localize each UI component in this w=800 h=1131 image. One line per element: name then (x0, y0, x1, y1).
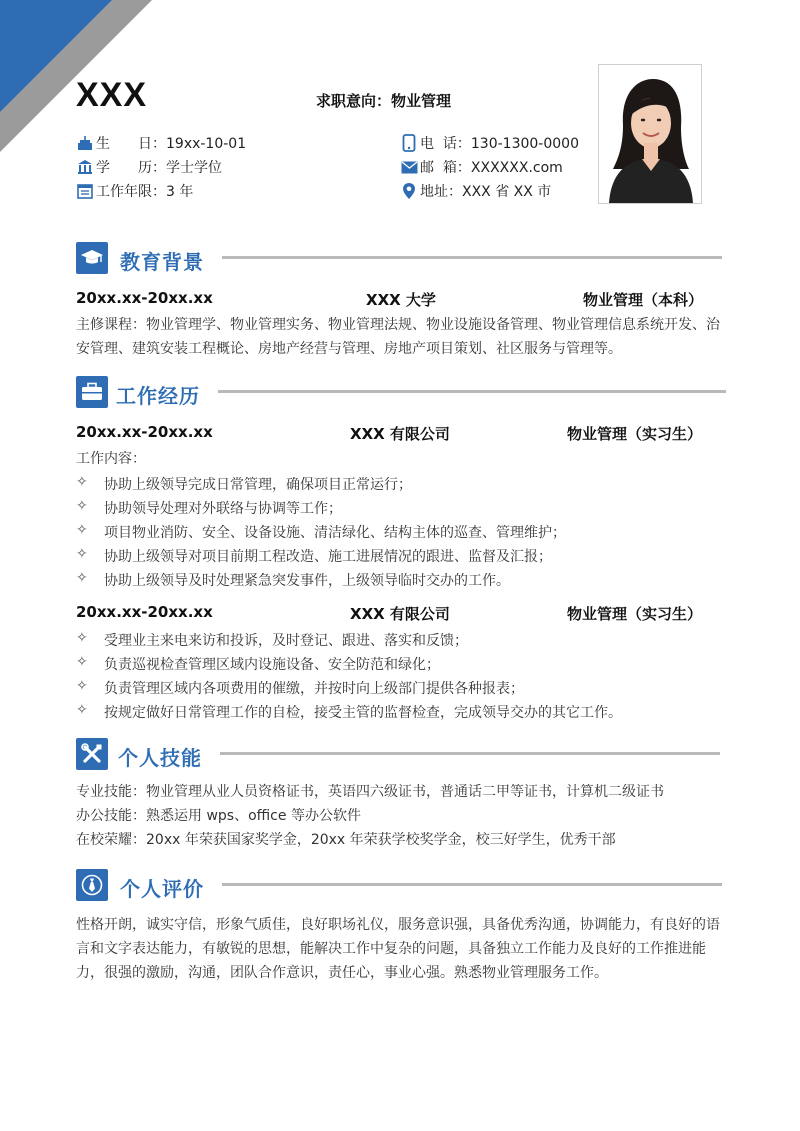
address-text: 地址：XXX 省 XX 市 (420, 184, 552, 200)
mail-icon (400, 158, 418, 176)
cake-icon (76, 134, 94, 152)
years-text: 工作年限：3 年 (96, 184, 194, 200)
list-item: ✧ 项目物业消防、安全、设备设施、清洁绿化、结构主体的巡查、管理维护； (76, 522, 566, 541)
diamond-bullet-icon: ✧ (76, 570, 88, 586)
phone-icon (400, 134, 418, 152)
job2-company: XXX 有限公司 (350, 605, 450, 623)
job-intent: 求职意向：物业管理 (316, 92, 452, 110)
diamond-bullet-icon: ✧ (76, 678, 88, 694)
profile-photo (598, 64, 702, 204)
info-email (400, 157, 563, 177)
section-divider (218, 390, 726, 393)
list-item: ✧ 协助领导处理对外联络与协调等工作； (76, 498, 342, 517)
briefcase-icon (76, 376, 108, 408)
calendar-icon (76, 182, 94, 200)
job1-role: 物业管理（实习生） (567, 425, 703, 443)
location-pin-icon (400, 182, 418, 200)
diamond-bullet-icon: ✧ (76, 702, 88, 718)
info-address (400, 181, 551, 201)
info-birth (76, 133, 246, 153)
edu-major: 物业管理（本科） (583, 291, 704, 309)
tools-icon (76, 738, 108, 770)
diamond-bullet-icon: ✧ (76, 474, 88, 490)
section-divider (222, 256, 722, 259)
email-text: 邮 箱：XXXXXX.com (420, 160, 563, 176)
info-education (76, 157, 222, 177)
list-item: ✧ 负责管理区域内各项费用的催缴，并按时向上级部门提供各种报表； (76, 678, 524, 697)
edu-courses: 主修课程：物业管理学、物业管理实务、物业管理法规、物业设施设备管理、物业管理信息系统开发、治安管理、建筑安装工程概论、房地产经营与管理、房地产项目策划、社区服务与管理等。 (76, 317, 720, 357)
birth-text: 生 日：19xx-10-01 (96, 136, 247, 152)
skills-professional: 专业技能：物业管理从业人员资格证书，英语四六级证书，普通话二甲等证书，计算机二级证书 (76, 784, 664, 800)
phone-text: 电 话：130-1300-0000 (420, 136, 579, 152)
section-title-work: 工作经历 (116, 384, 200, 408)
list-item: ✧ 协助上级领导对项目前期工程改造、施工进展情况的跟进、监督及汇报； (76, 546, 552, 565)
list-item: ✧ 按规定做好日常管理工作的自检，接受主管的监督检查，完成领导交办的其它工作。 (76, 702, 622, 721)
diamond-bullet-icon: ✧ (76, 630, 88, 646)
job1-date: 20xx.xx-20xx.xx (76, 423, 213, 441)
job1-label: 工作内容： (76, 451, 146, 467)
list-item: ✧ 协助上级领导完成日常管理，确保项目正常运行； (76, 474, 412, 493)
skills-office: 办公技能：熟悉运用 wps、office 等办公软件 (76, 808, 361, 824)
graduation-cap-icon (76, 242, 108, 274)
info-years (76, 181, 193, 201)
diamond-bullet-icon: ✧ (76, 498, 88, 514)
diamond-bullet-icon: ✧ (76, 654, 88, 670)
diamond-bullet-icon: ✧ (76, 522, 88, 538)
skills-honors: 在校荣耀：20xx 年荣获国家奖学金，20xx 年荣获学校奖学金，校三好学生，优秀干部 (76, 832, 616, 848)
candidate-name: XXX (76, 76, 148, 114)
edu-date: 20xx.xx-20xx.xx (76, 289, 213, 307)
edu-school: XXX 大学 (366, 291, 436, 309)
section-title-skills: 个人技能 (118, 746, 202, 770)
job2-role: 物业管理（实习生） (567, 605, 703, 623)
evaluation-text: 性格开朗，诚实守信，形象气质佳，良好职场礼仪，服务意识强，具备优秀沟通，协调能力，有良好的语言和文字表达能力，有敏锐的思想，能解决工作中复杂的问题，具备独立工作能力及良好的工作推进能力，很强的激励，沟通，团队合作意识，责任心，事业心强。熟悉物业管理服务工作。 (76, 917, 720, 981)
section-divider (222, 883, 722, 886)
section-title-evaluation: 个人评价 (120, 877, 204, 901)
job1-company: XXX 有限公司 (350, 425, 450, 443)
info-phone (400, 133, 579, 153)
education-text: 学 历：学士学位 (96, 160, 222, 176)
section-title-education: 教育背景 (120, 250, 204, 274)
section-divider (220, 752, 720, 755)
school-icon (76, 158, 94, 176)
tie-icon (76, 869, 108, 901)
list-item: ✧ 协助上级领导及时处理紧急突发事件，上级领导临时交办的工作。 (76, 570, 510, 589)
list-item: ✧ 负责巡视检查管理区域内设施设备、安全防范和绿化； (76, 654, 440, 673)
diamond-bullet-icon: ✧ (76, 546, 88, 562)
job2-date: 20xx.xx-20xx.xx (76, 603, 213, 621)
list-item: ✧ 受理业主来电来访和投诉，及时登记、跟进、落实和反馈； (76, 630, 468, 649)
